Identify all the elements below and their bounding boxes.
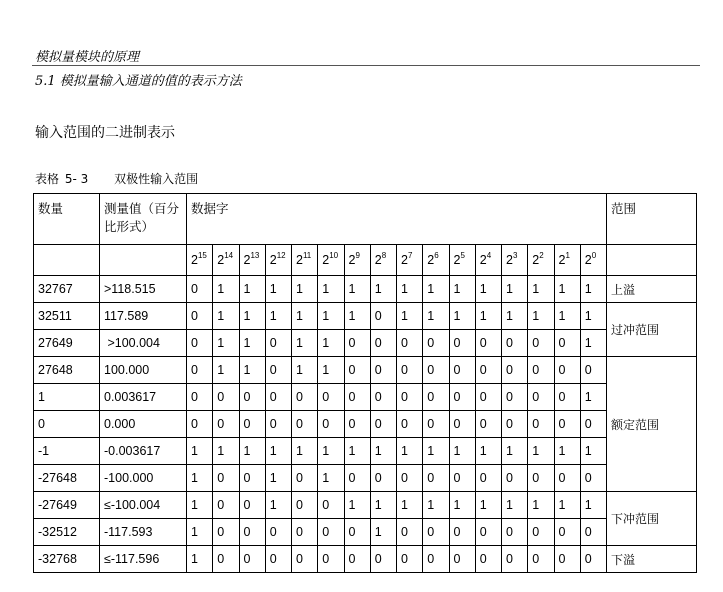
bit-cell: 1 <box>554 303 580 330</box>
bit-cell: 1 <box>239 330 265 357</box>
bit-cell: 1 <box>318 303 344 330</box>
table-row <box>34 492 697 519</box>
bit-cell: 0 <box>449 411 475 438</box>
table-row <box>34 411 697 438</box>
bit-cell: 1 <box>265 465 291 492</box>
bit-cell: 1 <box>370 492 396 519</box>
bit-cell: 0 <box>502 465 528 492</box>
bit-cell: 1 <box>213 276 239 303</box>
bit-cell: 0 <box>397 330 423 357</box>
bit-cell: 0 <box>423 519 449 546</box>
bit-cell: 0 <box>502 330 528 357</box>
bit-cell: 1 <box>265 492 291 519</box>
bit-cell: 0 <box>449 330 475 357</box>
bit-weight-cell: $2^{10}$ <box>318 245 344 276</box>
bit-cell: 1 <box>502 492 528 519</box>
bit-cell: 0 <box>370 411 396 438</box>
decimal-cell: -32768 <box>34 546 100 573</box>
bit-cell: 1 <box>475 492 501 519</box>
bit-cell: 1 <box>187 438 213 465</box>
bit-cell: 0 <box>554 465 580 492</box>
bit-cell: 1 <box>344 303 370 330</box>
bit-cell: 0 <box>213 384 239 411</box>
bit-cell: 1 <box>475 303 501 330</box>
bit-cell: 0 <box>554 411 580 438</box>
bit-weight-cell: $2^{15}$ <box>187 245 213 276</box>
bit-cell: 1 <box>265 276 291 303</box>
bit-cell: 0 <box>265 411 291 438</box>
table-row <box>34 330 697 357</box>
bit-cell: 0 <box>580 411 606 438</box>
bit-cell: 1 <box>397 303 423 330</box>
table-row <box>34 357 697 384</box>
bit-cell: 1 <box>449 492 475 519</box>
bit-cell: 0 <box>318 384 344 411</box>
bit-cell: 1 <box>528 276 554 303</box>
bit-cell: 0 <box>554 357 580 384</box>
empty-cell <box>34 245 100 276</box>
bit-cell: 0 <box>397 519 423 546</box>
header-dataword: 数据字 <box>187 194 607 245</box>
table-row <box>34 519 697 546</box>
bit-weight-cell: $2^5$ <box>449 245 475 276</box>
bit-cell: 1 <box>397 492 423 519</box>
range-label-cell: 额定范围 <box>607 357 697 492</box>
bit-cell: 1 <box>344 276 370 303</box>
bit-cell: 1 <box>318 330 344 357</box>
bit-cell: 1 <box>213 330 239 357</box>
bit-cell: 0 <box>318 519 344 546</box>
bit-weight-cell: $2^2$ <box>528 245 554 276</box>
bit-cell: 1 <box>318 276 344 303</box>
bit-cell: 1 <box>554 276 580 303</box>
range-label-cell: 下溢 <box>607 546 697 573</box>
bit-cell: 0 <box>292 411 318 438</box>
bit-cell: 0 <box>344 546 370 573</box>
header-range: 范围 <box>607 194 697 245</box>
measured-value-cell: -100.000 <box>100 465 187 492</box>
bit-cell: 1 <box>449 303 475 330</box>
bit-cell: 1 <box>318 465 344 492</box>
bit-cell: 1 <box>213 438 239 465</box>
bit-cell: 0 <box>239 465 265 492</box>
header-decimal: 数量 <box>34 194 100 245</box>
bit-cell: 1 <box>239 357 265 384</box>
bit-weight-cell: $2^4$ <box>475 245 501 276</box>
bit-cell: 0 <box>265 330 291 357</box>
bit-cell: 1 <box>502 438 528 465</box>
bit-cell: 1 <box>292 276 318 303</box>
table-row <box>34 276 697 303</box>
bit-cell: 0 <box>423 330 449 357</box>
bit-cell: 0 <box>344 465 370 492</box>
bit-cell: 0 <box>239 411 265 438</box>
bit-cell: 0 <box>370 330 396 357</box>
bit-cell: 1 <box>187 546 213 573</box>
decimal-cell: 0 <box>34 411 100 438</box>
bit-cell: 1 <box>292 357 318 384</box>
bit-cell: 1 <box>318 438 344 465</box>
page-heading: 输入范围的二进制表示 <box>35 125 175 141</box>
decimal-cell: -1 <box>34 438 100 465</box>
bit-cell: 0 <box>239 546 265 573</box>
bit-cell: 1 <box>239 438 265 465</box>
bit-weight-cell: $2^7$ <box>397 245 423 276</box>
bit-cell: 0 <box>187 303 213 330</box>
bit-cell: 0 <box>397 465 423 492</box>
table-row <box>34 384 697 411</box>
decimal-cell: -27648 <box>34 465 100 492</box>
bit-cell: 0 <box>318 492 344 519</box>
bit-cell: 0 <box>423 465 449 492</box>
bit-cell: 0 <box>449 357 475 384</box>
bit-cell: 0 <box>187 357 213 384</box>
empty-cell <box>607 245 697 276</box>
measured-value-cell: ≤-100.004 <box>100 492 187 519</box>
bit-cell: 0 <box>187 411 213 438</box>
bit-cell: 0 <box>528 465 554 492</box>
bit-cell: 0 <box>265 519 291 546</box>
bit-cell: 0 <box>187 276 213 303</box>
bit-cell: 1 <box>580 438 606 465</box>
bit-cell: 1 <box>554 438 580 465</box>
bit-cell: 0 <box>580 519 606 546</box>
bit-cell: 0 <box>344 519 370 546</box>
bit-cell: 0 <box>449 519 475 546</box>
bit-cell: 0 <box>265 384 291 411</box>
bit-cell: 0 <box>554 384 580 411</box>
bit-cell: 0 <box>502 519 528 546</box>
bit-cell: 1 <box>423 492 449 519</box>
bit-cell: 0 <box>370 465 396 492</box>
bit-cell: 1 <box>397 438 423 465</box>
bit-weight-cell: $2^1$ <box>554 245 580 276</box>
bit-cell: 0 <box>344 411 370 438</box>
bit-cell: 1 <box>449 438 475 465</box>
bit-cell: 0 <box>502 546 528 573</box>
bit-cell: 1 <box>370 519 396 546</box>
bit-weight-cell: $2^9$ <box>344 245 370 276</box>
bit-weight-row <box>34 245 697 276</box>
bit-cell: 0 <box>397 357 423 384</box>
bit-cell: 0 <box>475 357 501 384</box>
bit-cell: 1 <box>265 303 291 330</box>
bit-cell: 1 <box>528 492 554 519</box>
measured-value-cell: >118.515 <box>100 276 187 303</box>
bit-cell: 0 <box>370 303 396 330</box>
decimal-cell: 32767 <box>34 276 100 303</box>
decimal-cell: 32511 <box>34 303 100 330</box>
bit-cell: 1 <box>318 357 344 384</box>
bit-cell: 0 <box>554 546 580 573</box>
bit-cell: 0 <box>213 492 239 519</box>
bit-cell: 1 <box>502 276 528 303</box>
bit-cell: 1 <box>580 303 606 330</box>
bit-cell: 0 <box>292 546 318 573</box>
bit-cell: 1 <box>292 303 318 330</box>
bit-cell: 1 <box>265 438 291 465</box>
bit-cell: 1 <box>213 357 239 384</box>
bit-cell: 0 <box>528 384 554 411</box>
bit-weight-cell: $2^{14}$ <box>213 245 239 276</box>
bit-cell: 0 <box>344 330 370 357</box>
bit-cell: 0 <box>397 546 423 573</box>
bit-cell: 0 <box>213 519 239 546</box>
empty-cell <box>100 245 187 276</box>
bit-weight-cell: $2^0$ <box>580 245 606 276</box>
bit-cell: 0 <box>423 546 449 573</box>
bit-cell: 1 <box>370 276 396 303</box>
bit-cell: 0 <box>370 384 396 411</box>
bit-cell: 1 <box>187 492 213 519</box>
bit-cell: 0 <box>239 519 265 546</box>
bit-cell: 0 <box>554 330 580 357</box>
bit-cell: 0 <box>580 546 606 573</box>
bit-cell: 1 <box>528 438 554 465</box>
chapter-title: 模拟量模块的原理 <box>35 50 140 65</box>
bit-cell: 0 <box>502 357 528 384</box>
range-label-cell: 过冲范围 <box>607 303 697 357</box>
table-header-row <box>34 194 697 245</box>
bit-cell: 0 <box>292 384 318 411</box>
bit-cell: 0 <box>475 384 501 411</box>
bit-cell: 0 <box>292 492 318 519</box>
bit-cell: 0 <box>239 492 265 519</box>
bit-cell: 1 <box>449 276 475 303</box>
bit-cell: 0 <box>370 357 396 384</box>
decimal-cell: -27649 <box>34 492 100 519</box>
bit-cell: 0 <box>449 546 475 573</box>
bit-cell: 0 <box>423 384 449 411</box>
bit-weight-cell: $2^8$ <box>370 245 396 276</box>
bit-cell: 0 <box>475 519 501 546</box>
measured-value-cell: 0.003617 <box>100 384 187 411</box>
bit-cell: 0 <box>187 384 213 411</box>
bit-cell: 0 <box>397 384 423 411</box>
bit-cell: 0 <box>213 465 239 492</box>
measured-value-cell: ≤-117.596 <box>100 546 187 573</box>
decimal-cell: 1 <box>34 384 100 411</box>
bit-cell: 0 <box>502 384 528 411</box>
bit-cell: 0 <box>239 384 265 411</box>
bit-cell: 0 <box>528 330 554 357</box>
bit-cell: 1 <box>580 330 606 357</box>
bit-cell: 1 <box>187 519 213 546</box>
bit-cell: 0 <box>213 546 239 573</box>
table-caption <box>35 170 198 187</box>
bit-cell: 1 <box>239 303 265 330</box>
bit-cell: 1 <box>580 276 606 303</box>
section-title-header: 5.1 模拟量输入通道的值的表示方法 <box>35 74 242 89</box>
bit-weight-cell: $2^{11}$ <box>292 245 318 276</box>
bit-cell: 0 <box>449 384 475 411</box>
bit-cell: 0 <box>423 411 449 438</box>
bit-cell: 0 <box>475 330 501 357</box>
bit-cell: 0 <box>528 411 554 438</box>
caption-title: 双极性输入范围 <box>114 172 199 186</box>
bit-cell: 0 <box>580 465 606 492</box>
bit-cell: 0 <box>292 465 318 492</box>
bit-cell: 0 <box>528 519 554 546</box>
table-row <box>34 465 697 492</box>
bit-cell: 1 <box>423 303 449 330</box>
bit-cell: 0 <box>475 546 501 573</box>
bit-cell: 0 <box>318 546 344 573</box>
bit-cell: 0 <box>528 546 554 573</box>
decimal-cell: 27648 <box>34 357 100 384</box>
bit-cell: 1 <box>580 384 606 411</box>
bit-cell: 0 <box>292 519 318 546</box>
bit-weight-cell: $2^3$ <box>502 245 528 276</box>
bit-cell: 1 <box>528 303 554 330</box>
table-row <box>34 438 697 465</box>
bit-cell: 0 <box>502 411 528 438</box>
bit-cell: 0 <box>344 357 370 384</box>
bit-cell: 0 <box>449 465 475 492</box>
bit-cell: 0 <box>344 384 370 411</box>
bit-cell: 0 <box>265 546 291 573</box>
table-row <box>34 303 697 330</box>
range-label-cell: 下冲范围 <box>607 492 697 546</box>
bit-cell: 0 <box>265 357 291 384</box>
bit-cell: 1 <box>292 438 318 465</box>
header-rule <box>32 65 700 66</box>
bit-cell: 0 <box>213 411 239 438</box>
measured-value-cell: >100.004 <box>100 330 187 357</box>
bit-cell: 1 <box>213 303 239 330</box>
table-row <box>34 546 697 573</box>
bit-cell: 1 <box>370 438 396 465</box>
bit-cell: 1 <box>239 276 265 303</box>
bit-weight-cell: $2^{12}$ <box>265 245 291 276</box>
measured-value-cell: 117.589 <box>100 303 187 330</box>
bit-cell: 1 <box>475 276 501 303</box>
bit-cell: 1 <box>397 276 423 303</box>
bit-cell: 1 <box>292 330 318 357</box>
bit-cell: 1 <box>580 492 606 519</box>
bit-cell: 0 <box>580 357 606 384</box>
bit-cell: 1 <box>187 465 213 492</box>
bit-cell: 0 <box>318 411 344 438</box>
measured-value-cell: 0.000 <box>100 411 187 438</box>
bit-weight-cell: $2^{13}$ <box>239 245 265 276</box>
bit-cell: 1 <box>475 438 501 465</box>
bit-cell: 0 <box>475 465 501 492</box>
measured-value-cell: -117.593 <box>100 519 187 546</box>
bit-cell: 0 <box>554 519 580 546</box>
bipolar-range-table <box>33 193 697 573</box>
bit-cell: 1 <box>423 438 449 465</box>
measured-value-cell: 100.000 <box>100 357 187 384</box>
caption-label: 表格 <box>35 172 60 186</box>
bit-cell: 1 <box>502 303 528 330</box>
caption-number: 5- 3 <box>64 172 89 186</box>
header-measured: 测量值（百分比形式） <box>100 194 187 245</box>
bit-cell: 1 <box>554 492 580 519</box>
bit-cell: 0 <box>528 357 554 384</box>
bit-cell: 1 <box>423 276 449 303</box>
bit-cell: 0 <box>397 411 423 438</box>
decimal-cell: 27649 <box>34 330 100 357</box>
bit-cell: 0 <box>475 411 501 438</box>
measured-value-cell: -0.003617 <box>100 438 187 465</box>
bit-cell: 0 <box>187 330 213 357</box>
bit-cell: 1 <box>344 438 370 465</box>
bit-cell: 0 <box>423 357 449 384</box>
bit-cell: 0 <box>370 546 396 573</box>
bit-weight-cell: $2^6$ <box>423 245 449 276</box>
bit-cell: 1 <box>344 492 370 519</box>
range-label-cell: 上溢 <box>607 276 697 303</box>
decimal-cell: -32512 <box>34 519 100 546</box>
